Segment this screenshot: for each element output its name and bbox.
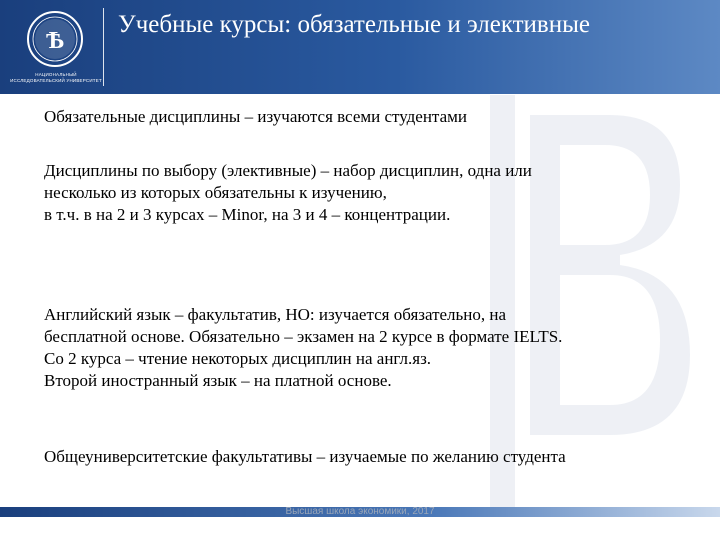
header-divider xyxy=(103,8,104,86)
footer-text: Высшая школа экономики, 2017 xyxy=(285,506,435,517)
svg-text:Ѣ: Ѣ xyxy=(45,28,65,54)
text-line: бесплатной основе. Обязательно – экзамен на 2 курсе в формате IELTS. xyxy=(44,327,563,346)
paragraph-english xyxy=(44,304,562,392)
hse-emblem-icon xyxy=(26,10,84,68)
text-line: в т.ч. в на 2 и 3 курсах – Minor, на 3 и 4 – концентрации. xyxy=(44,205,451,224)
slide-title: Учебные курсы: обязательные и элективные xyxy=(118,11,591,38)
logo-caption: НАЦИОНАЛЬНЫЙ ИССЛЕДОВАТЕЛЬСКИЙ УНИВЕРСИТЕТ xyxy=(10,72,102,83)
paragraph-electives xyxy=(44,160,532,226)
text-line: Второй иностранный язык – на платной основе. xyxy=(44,371,392,390)
text-line: Обязательные дисциплины – изучаются всеми студентами xyxy=(44,107,467,126)
text-line: Со 2 курса – чтение некоторых дисциплин на англ.яз. xyxy=(44,349,432,368)
paragraph-optional-courses xyxy=(44,446,566,468)
text-line: Общеуниверситетские факультативы – изучаемые по желанию студента xyxy=(44,447,566,466)
text-line: Дисциплины по выбору (элективные) – набор дисциплин, одна или xyxy=(44,161,532,180)
paragraph-mandatory xyxy=(44,106,467,128)
text-line: Английский язык – факультатив, НО: изучается обязательно, на xyxy=(44,305,507,324)
text-line: несколько из которых обязательны к изучению, xyxy=(44,183,387,202)
university-logo xyxy=(10,10,100,90)
slide-header xyxy=(0,0,720,94)
